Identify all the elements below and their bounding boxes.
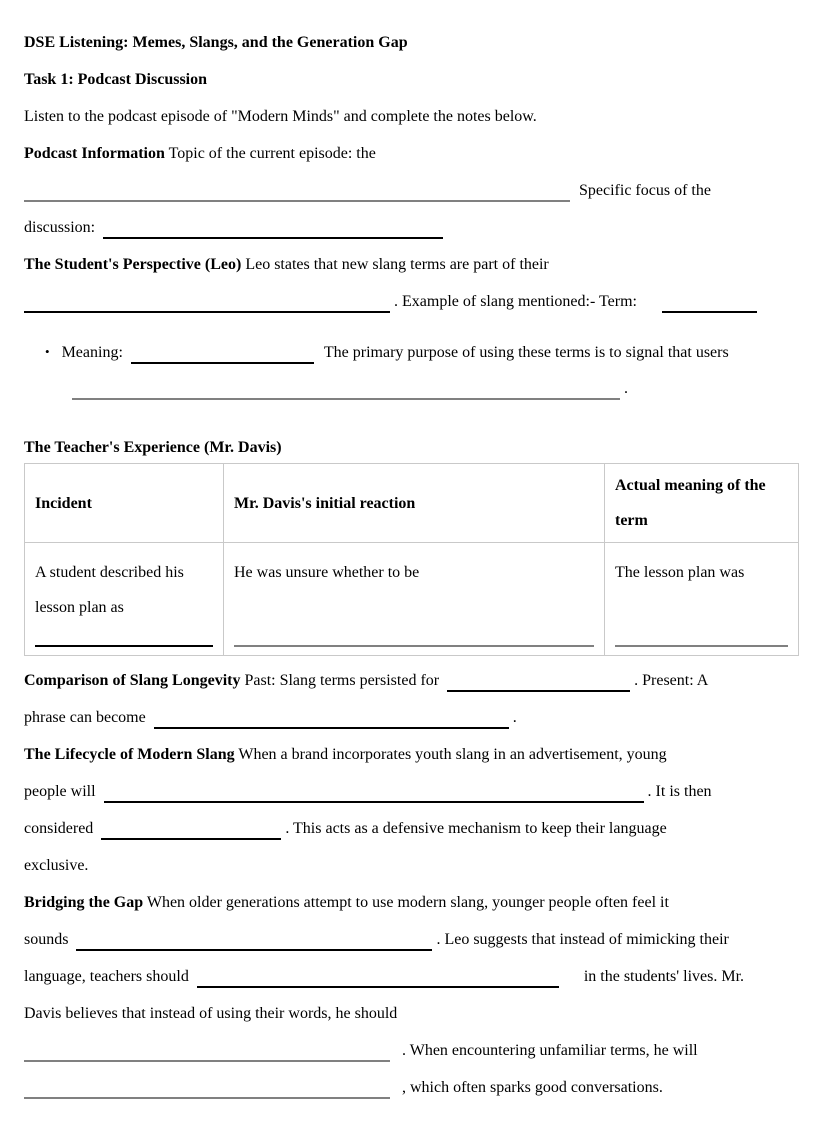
text-segment: Topic of the current episode: the: [164, 145, 376, 162]
he-should-blank-line: [24, 1032, 799, 1069]
text-segment: language, teachers should: [24, 968, 189, 985]
table-body-row: [25, 543, 799, 656]
text-segment: Comparison of Slang Longevity: [24, 672, 241, 689]
table-cell-text: A student described his lesson plan as: [35, 564, 184, 616]
blank-line: [35, 645, 213, 647]
text-segment: . It is then: [643, 783, 712, 800]
blank-line: [103, 237, 443, 239]
discussion-line: [24, 209, 799, 246]
text-segment: in the students' lives. Mr.: [583, 968, 745, 985]
blank-line: [24, 311, 390, 313]
blank-line: [76, 949, 432, 951]
table-header-cell: Actual meaning of the term: [605, 464, 799, 543]
identity-blank-line: [24, 283, 799, 320]
text-segment: When a brand incorporates youth slang in an advertisement, young: [234, 746, 667, 763]
text-segment: .: [508, 709, 517, 726]
text-segment: Task 1: Podcast Discussion: [24, 71, 208, 88]
people-will-line: [24, 773, 799, 810]
table-cell-text: He was unsure whether to be: [234, 564, 420, 581]
table-cell: [25, 543, 224, 656]
text-segment: Leo states that new slang terms are part of their: [241, 256, 549, 273]
blank-line: [662, 311, 757, 313]
teacher-experience-table: [24, 463, 799, 656]
text-segment: Podcast Information: [24, 145, 165, 162]
text-segment: discussion:: [24, 219, 96, 236]
blank-line: [24, 200, 570, 202]
phrase-line: [24, 699, 799, 736]
text-segment: Meaning:: [61, 344, 123, 361]
text-segment: Specific focus of the: [579, 182, 711, 199]
text-segment: The Lifecycle of Modern Slang: [24, 746, 235, 763]
teachers-should-line: [24, 958, 799, 995]
table-cell: [224, 543, 605, 656]
doc-title: [24, 24, 799, 61]
blank-line: [447, 690, 630, 692]
text-segment: Davis believes that instead of using their words, he should: [24, 1005, 398, 1022]
bridging-heading-line: [24, 884, 799, 921]
text-segment: considered: [24, 820, 94, 837]
topic-blank-line: [24, 172, 799, 209]
student-perspective-line: [24, 246, 799, 283]
text-segment: , which often sparks good conversations.: [398, 1079, 663, 1096]
table-header-cell: Incident: [25, 464, 224, 543]
table-cell: [605, 543, 799, 656]
blank-line: [24, 1060, 390, 1062]
comparison-line: [24, 662, 799, 699]
blank-line: [234, 645, 594, 647]
text-segment: exclusive.: [24, 857, 89, 874]
document-body: [24, 24, 799, 1106]
text-segment: sounds: [24, 931, 69, 948]
text-segment: When older generations attempt to use modern slang, younger people often feel it: [143, 894, 669, 911]
exclusive-line: [24, 847, 799, 884]
text-segment: . Leo suggests that instead of mimicking their: [432, 931, 729, 948]
blank-line: [104, 801, 644, 803]
text-segment: phrase can become: [24, 709, 146, 726]
blank-line: [72, 398, 620, 400]
blank-line: [131, 362, 314, 364]
task-title: [24, 61, 799, 98]
text-segment: DSE Listening: Memes, Slangs, and the Generation Gap: [24, 34, 408, 51]
text-segment: . Present: A: [630, 672, 709, 689]
bullet-icon: •: [45, 344, 50, 359]
meaning-line: [24, 333, 799, 370]
podcast-information-line: [24, 135, 799, 172]
blank-line: [24, 1097, 390, 1099]
table-header-row: [25, 464, 799, 543]
teacher-experience-heading: [24, 429, 799, 466]
sounds-line: [24, 921, 799, 958]
instructions: [24, 98, 799, 135]
blank-line: [197, 986, 559, 988]
signal-blank-line: [24, 370, 799, 407]
text-segment: The Student's Perspective (Leo): [24, 256, 242, 273]
blank-line: [154, 727, 509, 729]
text-segment: . When encountering unfamiliar terms, he will: [398, 1042, 698, 1059]
text-segment: . This acts as a defensive mechanism to keep their language: [281, 820, 667, 837]
text-segment: .: [620, 380, 628, 397]
he-will-blank-line: [24, 1069, 799, 1106]
davis-believes-line: [24, 995, 799, 1032]
text-segment: The primary purpose of using these terms is to signal that users: [323, 344, 729, 361]
text-segment: The Teacher's Experience (Mr. Davis): [24, 439, 282, 456]
blank-line: [101, 838, 281, 840]
text-segment: Listen to the podcast episode of "Modern Minds" and complete the notes below.: [24, 108, 537, 125]
text-segment: . Example of slang mentioned:- Term:: [390, 293, 637, 310]
considered-line: [24, 810, 799, 847]
text-segment: Past: Slang terms persisted for: [240, 672, 440, 689]
lifecycle-heading-line: [24, 736, 799, 773]
blank-line: [615, 645, 788, 647]
text-segment: people will: [24, 783, 96, 800]
table-cell-text: The lesson plan was: [615, 564, 745, 581]
table-header-cell: Mr. Davis's initial reaction: [224, 464, 605, 543]
text-segment: Bridging the Gap: [24, 894, 144, 911]
